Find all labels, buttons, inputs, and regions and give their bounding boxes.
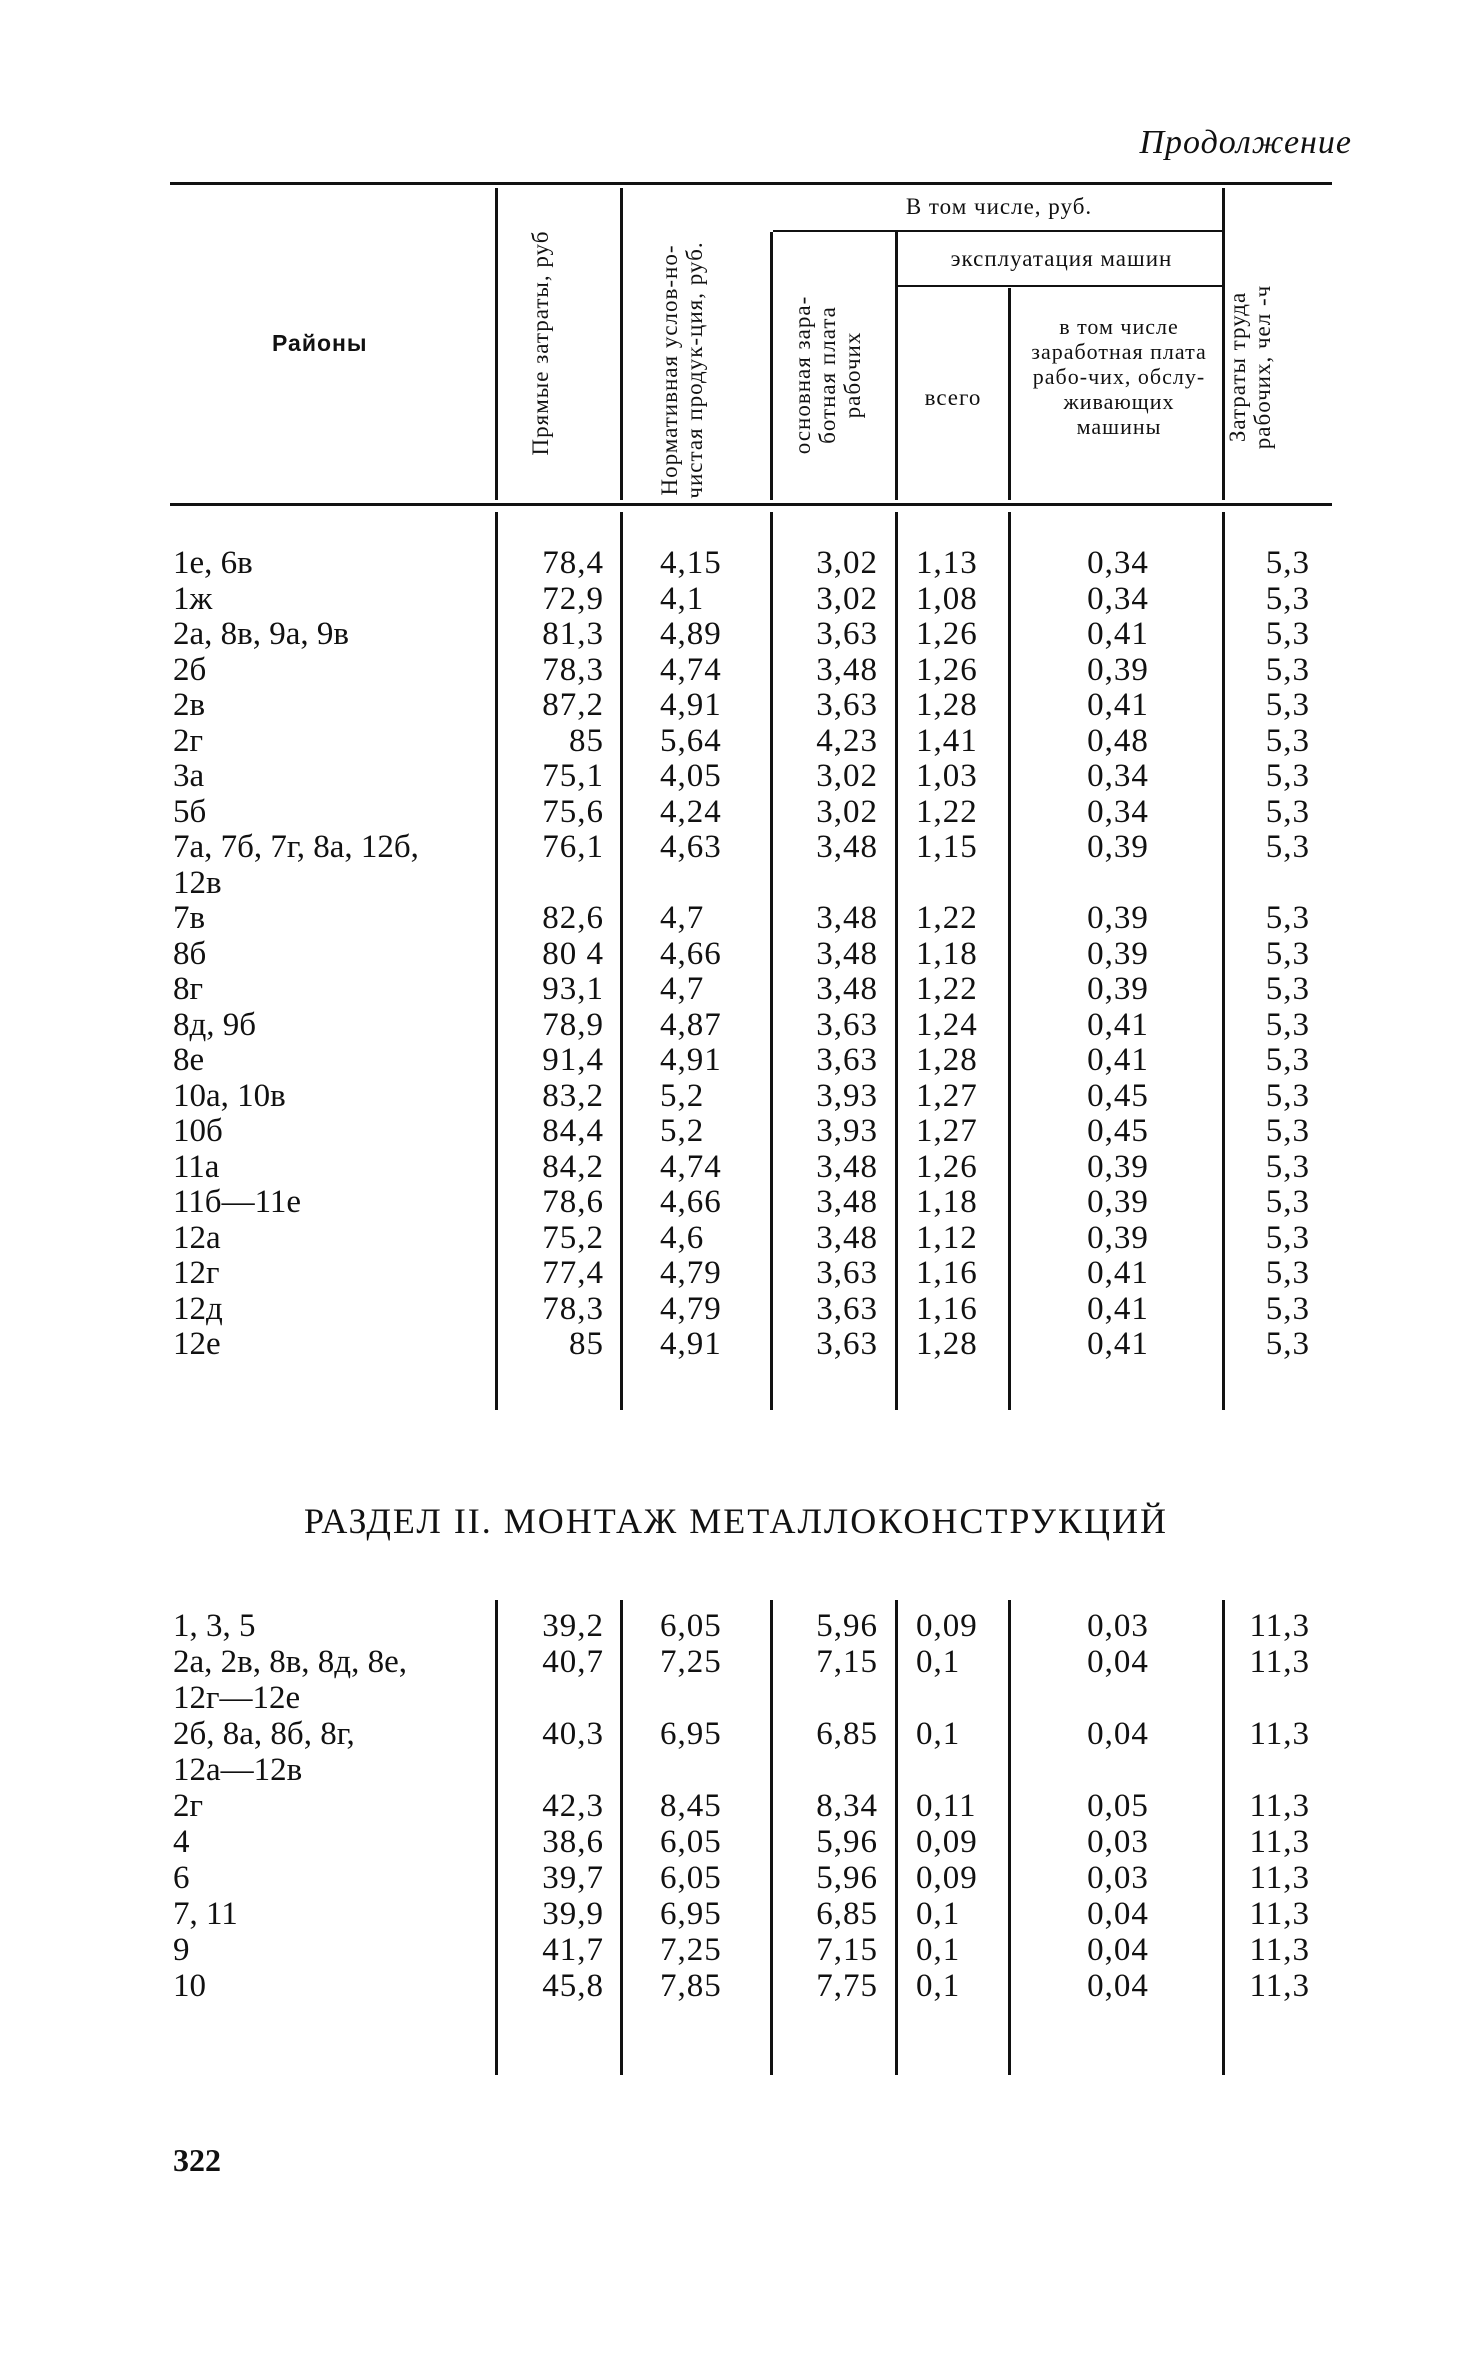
labor-cell: 5,3: [1265, 616, 1310, 652]
machine-wage-cell: 0,39: [1087, 935, 1149, 972]
region-cell-continued: 12г—12е: [173, 1680, 301, 1716]
header-vline-5: [1008, 288, 1011, 500]
total-cell: 0,09: [916, 1608, 978, 1644]
total-cell: 0,09: [916, 1860, 978, 1896]
page-number: 322: [173, 2142, 221, 2178]
section-title: РАЗДЕЛ II. МОНТАЖ МЕТАЛЛОКОНСТРУКЦИЙ: [303, 1501, 1169, 1541]
t2-vline-5: [1008, 1600, 1011, 2075]
wage-cell: 3,93: [816, 1113, 878, 1149]
total-cell: 0,1: [916, 1716, 961, 1752]
direct-cell: 39,7: [542, 1860, 604, 1896]
total-cell: 1,18: [916, 935, 978, 972]
direct-cell: 39,2: [542, 1608, 604, 1644]
total-cell: 0,09: [916, 1824, 978, 1860]
wage-cell: 6,85: [816, 1896, 878, 1932]
header-base-wage: основная зара-ботная плата рабочих: [790, 295, 865, 455]
direct-cell: 81,3: [542, 616, 604, 652]
t2-vline-2: [620, 1600, 623, 2075]
continued-label: Продолжение: [1139, 124, 1352, 161]
wage-cell: 3,02: [816, 545, 878, 581]
header-incl-wage-machine: в том числе заработная плата рабо-чих, обслу-живающих машины: [1031, 314, 1207, 439]
direct-cell: 40,3: [542, 1716, 604, 1752]
header-normative: Нормативная услов-но-чистая продук-ция, руб.: [657, 241, 707, 499]
labor-cell: 5,3: [1265, 687, 1310, 723]
normative-cell: 4,79: [660, 1290, 722, 1327]
wage-cell: 8,34: [816, 1788, 878, 1824]
machine-wage-cell: 0,41: [1087, 616, 1149, 652]
region-cell: 10: [173, 1968, 206, 2004]
normative-cell: 4,87: [660, 1006, 722, 1043]
wage-cell: 3,48: [816, 1184, 878, 1220]
labor-cell: 5,3: [1265, 1077, 1310, 1114]
region-cell-continued: 12а—12в: [173, 1752, 303, 1788]
header-vline-1: [495, 188, 498, 500]
wage-cell: 3,48: [816, 935, 878, 972]
t2-vline-4: [895, 1600, 898, 2075]
region-cell-continued: 12в: [173, 864, 222, 901]
region-cell: 11б—11е: [173, 1184, 301, 1220]
labor-cell: 11,3: [1249, 1860, 1310, 1896]
normative-cell: 7,25: [660, 1932, 722, 1968]
wage-cell: 3,48: [816, 1219, 878, 1256]
region-cell: 4: [173, 1824, 190, 1860]
total-cell: 1,03: [916, 758, 978, 794]
region-cell: 12е: [173, 1326, 221, 1362]
region-cell: 8г: [173, 971, 204, 1007]
total-cell: 1,41: [916, 722, 978, 759]
t1-vline-2: [620, 512, 623, 1410]
region-cell: 2г: [173, 1788, 204, 1824]
t1-vline-1: [495, 512, 498, 1410]
wage-cell: 3,63: [816, 616, 878, 652]
direct-cell: 75,6: [542, 793, 604, 830]
header-vline-4: [895, 232, 898, 500]
t2-vline-6: [1222, 1600, 1225, 2075]
direct-cell: 78,9: [542, 1006, 604, 1043]
total-cell: 1,24: [916, 1006, 978, 1043]
direct-cell: 75,1: [542, 758, 604, 794]
wage-cell: 3,02: [816, 793, 878, 830]
wage-cell: 4,23: [816, 722, 878, 759]
normative-cell: 4,91: [660, 1042, 722, 1078]
labor-cell: 5,3: [1265, 1326, 1310, 1362]
machine-wage-cell: 0,41: [1087, 1255, 1149, 1291]
direct-cell: 87,2: [542, 687, 604, 723]
labor-cell: 5,3: [1265, 900, 1310, 936]
region-cell: 8д, 9б: [173, 1006, 257, 1043]
wage-cell: 3,63: [816, 687, 878, 723]
machine-wage-cell: 0,39: [1087, 900, 1149, 936]
region-cell: 12д: [173, 1290, 223, 1327]
direct-cell: 40,7: [542, 1644, 604, 1680]
total-cell: 1,26: [916, 651, 978, 688]
region-cell: 2а, 8в, 9а, 9в: [173, 616, 349, 652]
region-cell: 8б: [173, 935, 207, 972]
labor-cell: 5,3: [1265, 580, 1310, 617]
wage-cell: 3,48: [816, 1148, 878, 1185]
wage-cell: 3,48: [816, 900, 878, 936]
normative-cell: 7,25: [660, 1644, 722, 1680]
wage-cell: 3,02: [816, 758, 878, 794]
labor-cell: 11,3: [1249, 1608, 1310, 1644]
machine-wage-cell: 0,39: [1087, 1219, 1149, 1256]
wage-cell: 7,15: [816, 1932, 878, 1968]
normative-cell: 8,45: [660, 1788, 722, 1824]
wage-cell: 7,75: [816, 1968, 878, 2004]
direct-cell: 75,2: [542, 1219, 604, 1256]
t1-vline-5: [1008, 512, 1011, 1410]
labor-cell: 5,3: [1265, 1255, 1310, 1291]
wage-cell: 3,93: [816, 1077, 878, 1114]
wage-cell: 3,63: [816, 1255, 878, 1291]
t1-vline-6: [1222, 512, 1225, 1410]
labor-cell: 11,3: [1249, 1968, 1310, 2004]
total-cell: 1,26: [916, 1148, 978, 1185]
wage-cell: 5,96: [816, 1860, 878, 1896]
wage-cell: 3,48: [816, 651, 878, 688]
normative-cell: 4,05: [660, 758, 722, 794]
header-labor-costs: Затраты труда рабочих, чел -ч: [1225, 284, 1275, 450]
table-top-rule: [170, 182, 1332, 185]
machine-wage-cell: 0,41: [1087, 1290, 1149, 1327]
region-cell: 12г: [173, 1255, 220, 1291]
labor-cell: 5,3: [1265, 935, 1310, 972]
normative-cell: 4,7: [660, 900, 705, 936]
machine-wage-cell: 0,41: [1087, 687, 1149, 723]
total-cell: 1,22: [916, 793, 978, 830]
wage-cell: 3,63: [816, 1326, 878, 1362]
total-cell: 1,26: [916, 616, 978, 652]
direct-cell: 85: [569, 722, 604, 759]
direct-cell: 72,9: [542, 580, 604, 617]
direct-cell: 39,9: [542, 1896, 604, 1932]
direct-cell: 93,1: [542, 971, 604, 1007]
region-cell: 7, 11: [173, 1896, 238, 1932]
header-total: всего: [924, 385, 982, 410]
labor-cell: 11,3: [1249, 1788, 1310, 1824]
wage-cell: 3,63: [816, 1006, 878, 1043]
wage-cell: 3,63: [816, 1290, 878, 1327]
normative-cell: 6,95: [660, 1716, 722, 1752]
machine-wage-cell: 0,34: [1087, 758, 1149, 794]
region-cell: 9: [173, 1932, 190, 1968]
header-vline-2: [620, 188, 623, 500]
region-cell: 2б: [173, 651, 207, 688]
total-cell: 1,08: [916, 580, 978, 617]
labor-cell: 5,3: [1265, 1113, 1310, 1149]
normative-cell: 6,05: [660, 1608, 722, 1644]
machine-wage-cell: 0,39: [1087, 829, 1149, 865]
direct-cell: 85: [569, 1326, 604, 1362]
labor-cell: 5,3: [1265, 1184, 1310, 1220]
machine-wage-cell: 0,04: [1087, 1644, 1149, 1680]
total-cell: 1,28: [916, 1042, 978, 1078]
labor-cell: 5,3: [1265, 971, 1310, 1007]
region-cell: 2б, 8а, 8б, 8г,: [173, 1716, 355, 1752]
region-cell: 1, 3, 5: [173, 1608, 256, 1644]
direct-cell: 80 4: [542, 935, 604, 972]
machine-wage-cell: 0,04: [1087, 1968, 1149, 2004]
region-cell: 7в: [173, 900, 206, 936]
machine-wage-cell: 0,39: [1087, 651, 1149, 688]
labor-cell: 11,3: [1249, 1824, 1310, 1860]
region-cell: 10б: [173, 1113, 223, 1149]
total-cell: 1,22: [916, 900, 978, 936]
normative-cell: 4,24: [660, 793, 722, 830]
wage-cell: 3,63: [816, 1042, 878, 1078]
machine-wage-cell: 0,34: [1087, 545, 1149, 581]
region-cell: 1ж: [173, 580, 213, 617]
direct-cell: 78,3: [542, 1290, 604, 1327]
region-cell: 2в: [173, 687, 206, 723]
machine-wage-cell: 0,41: [1087, 1326, 1149, 1362]
normative-cell: 4,1: [660, 580, 705, 617]
labor-cell: 5,3: [1265, 758, 1310, 794]
normative-cell: 5,2: [660, 1077, 705, 1114]
normative-cell: 7,85: [660, 1968, 722, 2004]
direct-cell: 41,7: [542, 1932, 604, 1968]
labor-cell: 5,3: [1265, 651, 1310, 688]
machine-wage-cell: 0,03: [1087, 1824, 1149, 1860]
labor-cell: 5,3: [1265, 722, 1310, 759]
normative-cell: 4,66: [660, 935, 722, 972]
normative-cell: 4,91: [660, 687, 722, 723]
labor-cell: 5,3: [1265, 1006, 1310, 1043]
total-cell: 1,12: [916, 1219, 978, 1256]
labor-cell: 11,3: [1249, 1644, 1310, 1680]
machine-wage-cell: 0,48: [1087, 722, 1149, 759]
normative-cell: 4,74: [660, 1148, 722, 1185]
t2-vline-1: [495, 1600, 498, 2075]
direct-cell: 45,8: [542, 1968, 604, 2004]
header-machine-operation: эксплуатация машин: [950, 246, 1173, 271]
normative-cell: 4,79: [660, 1255, 722, 1291]
normative-cell: 4,63: [660, 829, 722, 865]
direct-cell: 83,2: [542, 1077, 604, 1114]
region-cell: 5б: [173, 793, 207, 830]
wage-cell: 7,15: [816, 1644, 878, 1680]
machine-wage-cell: 0,04: [1087, 1932, 1149, 1968]
total-cell: 1,13: [916, 545, 978, 581]
header-bottom-rule: [170, 503, 1332, 506]
total-cell: 1,15: [916, 829, 978, 865]
normative-cell: 4,66: [660, 1184, 722, 1220]
machine-wage-cell: 0,45: [1087, 1113, 1149, 1149]
direct-cell: 84,2: [542, 1148, 604, 1185]
direct-cell: 76,1: [542, 829, 604, 865]
machine-wage-cell: 0,39: [1087, 1148, 1149, 1185]
machine-wage-cell: 0,04: [1087, 1716, 1149, 1752]
direct-cell: 91,4: [542, 1042, 604, 1078]
direct-cell: 78,3: [542, 651, 604, 688]
normative-cell: 4,15: [660, 545, 722, 581]
region-cell: 2а, 2в, 8в, 8д, 8е,: [173, 1644, 407, 1680]
t1-vline-3: [770, 512, 773, 1410]
total-cell: 0,1: [916, 1644, 961, 1680]
total-cell: 0,11: [916, 1788, 977, 1824]
direct-cell: 78,6: [542, 1184, 604, 1220]
labor-cell: 11,3: [1249, 1896, 1310, 1932]
header-vline-3: [770, 232, 773, 500]
header-regions: Районы: [272, 330, 368, 356]
region-cell: 3а: [173, 758, 205, 794]
region-cell: 11а: [173, 1148, 220, 1185]
normative-cell: 4,74: [660, 651, 722, 688]
labor-cell: 5,3: [1265, 829, 1310, 865]
machine-wage-cell: 0,04: [1087, 1896, 1149, 1932]
labor-cell: 5,3: [1265, 545, 1310, 581]
total-cell: 1,22: [916, 971, 978, 1007]
region-cell: 2г: [173, 722, 204, 759]
machine-wage-cell: 0,39: [1087, 971, 1149, 1007]
wage-cell: 3,48: [816, 829, 878, 865]
total-cell: 1,18: [916, 1184, 978, 1220]
normative-cell: 6,05: [660, 1860, 722, 1896]
region-cell: 8е: [173, 1042, 205, 1078]
direct-cell: 78,4: [542, 545, 604, 581]
wage-cell: 3,48: [816, 971, 878, 1007]
normative-cell: 6,95: [660, 1896, 722, 1932]
normative-cell: 4,89: [660, 616, 722, 652]
labor-cell: 5,3: [1265, 1148, 1310, 1185]
labor-cell: 5,3: [1265, 1290, 1310, 1327]
machine-wage-cell: 0,03: [1087, 1860, 1149, 1896]
wage-cell: 5,96: [816, 1824, 878, 1860]
labor-cell: 5,3: [1265, 1042, 1310, 1078]
direct-cell: 84,4: [542, 1113, 604, 1149]
header-including: В том числе, руб.: [905, 194, 1093, 219]
labor-cell: 5,3: [1265, 793, 1310, 830]
machine-wage-cell: 0,39: [1087, 1184, 1149, 1220]
direct-cell: 82,6: [542, 900, 604, 936]
region-cell: 7а, 7б, 7г, 8а, 12б,: [173, 829, 419, 865]
direct-cell: 42,3: [542, 1788, 604, 1824]
normative-cell: 4,6: [660, 1219, 705, 1256]
total-cell: 1,28: [916, 1326, 978, 1362]
machine-rule: [898, 285, 1225, 287]
machine-wage-cell: 0,34: [1087, 580, 1149, 617]
total-cell: 1,16: [916, 1255, 978, 1291]
normative-cell: 4,7: [660, 971, 705, 1007]
total-cell: 0,1: [916, 1932, 961, 1968]
total-cell: 1,28: [916, 687, 978, 723]
wage-cell: 3,02: [816, 580, 878, 617]
normative-cell: 5,2: [660, 1113, 705, 1149]
region-cell: 1е, 6в: [173, 545, 253, 581]
t1-vline-4: [895, 512, 898, 1410]
machine-wage-cell: 0,03: [1087, 1608, 1149, 1644]
normative-cell: 6,05: [660, 1824, 722, 1860]
header-direct-costs: Прямые затраты, руб: [528, 230, 553, 456]
including-rule: [773, 230, 1225, 232]
machine-wage-cell: 0,41: [1087, 1042, 1149, 1078]
region-cell: 12а: [173, 1219, 221, 1256]
wage-cell: 6,85: [816, 1716, 878, 1752]
total-cell: 0,1: [916, 1968, 961, 2004]
machine-wage-cell: 0,34: [1087, 793, 1149, 830]
total-cell: 1,27: [916, 1113, 978, 1149]
direct-cell: 38,6: [542, 1824, 604, 1860]
normative-cell: 5,64: [660, 722, 722, 759]
t2-vline-3: [770, 1600, 773, 2075]
region-cell: 6: [173, 1860, 190, 1896]
machine-wage-cell: 0,41: [1087, 1006, 1149, 1043]
total-cell: 1,27: [916, 1077, 978, 1114]
region-cell: 10а, 10в: [173, 1077, 286, 1114]
total-cell: 1,16: [916, 1290, 978, 1327]
total-cell: 0,1: [916, 1896, 961, 1932]
normative-cell: 4,91: [660, 1326, 722, 1362]
machine-wage-cell: 0,45: [1087, 1077, 1149, 1114]
wage-cell: 5,96: [816, 1608, 878, 1644]
labor-cell: 5,3: [1265, 1219, 1310, 1256]
machine-wage-cell: 0,05: [1087, 1788, 1149, 1824]
direct-cell: 77,4: [542, 1255, 604, 1291]
labor-cell: 11,3: [1249, 1932, 1310, 1968]
labor-cell: 11,3: [1249, 1716, 1310, 1752]
